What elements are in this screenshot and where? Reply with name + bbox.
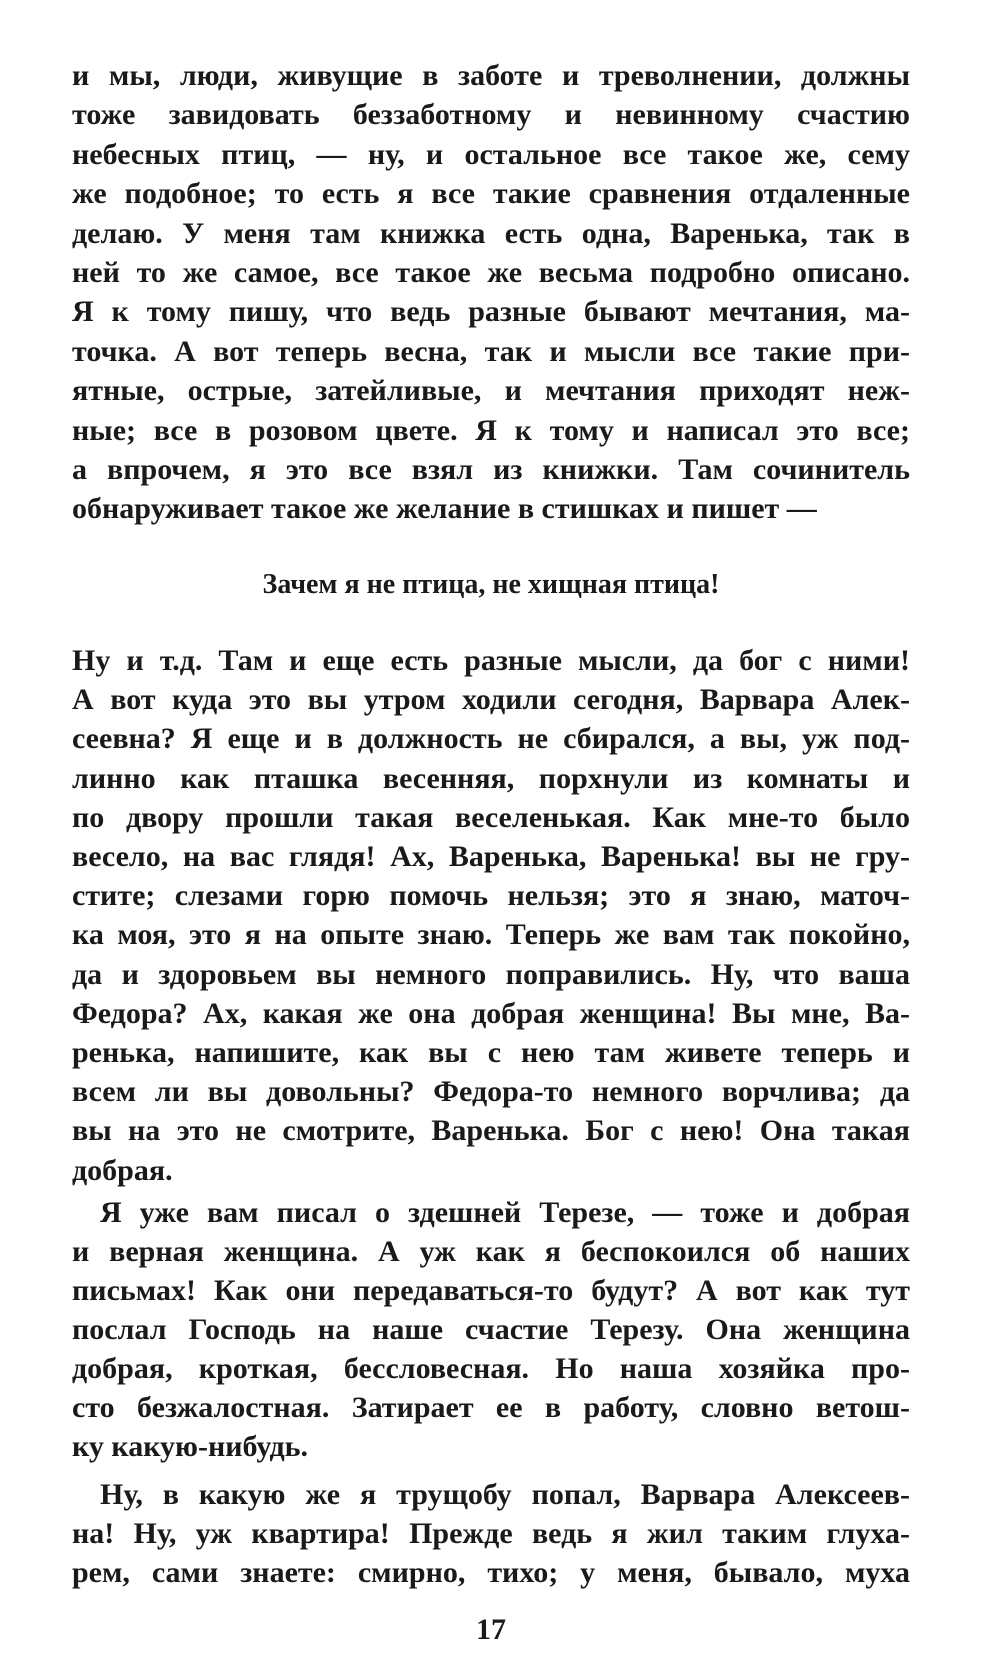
text-line: да и здоровьем вы немного поправились. Ну, что ваша: [72, 957, 910, 991]
text-line: стите; слезами горю помочь нельзя; это я знаю, маточ-: [72, 879, 910, 913]
text-line: Я к тому пишу, что ведь разные бывают мечтания, ма-: [72, 295, 910, 329]
text-line: добрая.: [72, 1153, 173, 1187]
text-line: письмах! Как они передаваться-то будут? А вот как тут: [72, 1274, 910, 1307]
text-line: Федора? Ах, какая же она добрая женщина! Вы мне, Ва-: [72, 996, 910, 1030]
text-line: же подобное; то есть я все такие сравнения отдаленные: [72, 177, 910, 211]
text-line: ней то же самое, все такое же весьма подробно описано.: [72, 256, 910, 289]
text-line: послал Господь на наше счастие Терезу. Она женщина: [72, 1313, 910, 1346]
text-line: линно как пташка весенняя, порхнули из комнаты и: [72, 761, 910, 795]
text-line: вы на это не смотрите, Варенька. Бог с нею! Она такая: [72, 1114, 910, 1148]
text-line: сто безжалостная. Затирает ее в работу, словно ветош-: [72, 1391, 910, 1424]
text-line: ятные, острые, затейливые, и мечтания приходят неж-: [72, 374, 910, 408]
text-line: на! Ну, уж квартира! Прежде ведь я жил таким глуха-: [72, 1517, 910, 1550]
text-line: точка. А вот теперь весна, так и мысли все такие при-: [72, 334, 910, 368]
text-line: ка моя, это я на опыте знаю. Теперь же вам так покойно,: [72, 918, 910, 952]
text-line: тоже завидовать беззаботному и невинному счастию: [72, 98, 910, 132]
text-line: делаю. У меня там книжка есть одна, Варенька, так в: [72, 216, 910, 250]
page-number: 17: [476, 1613, 506, 1646]
text-line: Ну и т.д. Там и еще есть разные мысли, да бог с ними!: [72, 644, 910, 677]
text-line: добрая, кроткая, бессловесная. Но наша хозяйка про-: [72, 1352, 910, 1385]
poem-quote: Зачем я не птица, не хищная птица!: [262, 569, 720, 600]
text-line: по двору прошли такая веселенькая. Как мне-то было: [72, 800, 910, 834]
text-line: сеевна? Я еще и в должность не сбирался, а вы, уж под-: [72, 722, 910, 756]
text-line: всем ли вы довольны? Федора-то немного ворчлива; да: [72, 1075, 910, 1109]
text-line: обнаруживает такое же желание в стишках и пишет —: [72, 492, 817, 526]
text-line: Ну, в какую же я трущобу попал, Варвара Алексеев-: [100, 1478, 910, 1511]
text-line: Я уже вам писал о здешней Терезе, — тоже и добрая: [100, 1196, 910, 1229]
text-line: и мы, люди, живущие в заботе и треволнении, должны: [72, 59, 910, 92]
text-line: ренька, напишите, как вы с нею там живете теперь и: [72, 1036, 910, 1069]
text-line: а впрочем, я это все взял из книжки. Там сочинитель: [72, 453, 910, 486]
text-line: небесных птиц, — ну, и остальное все такое же, сему: [72, 137, 910, 171]
text-line: ку какую-нибудь.: [72, 1430, 309, 1463]
text-line: рем, сами знаете: смирно, тихо; у меня, бывало, муха: [72, 1556, 910, 1589]
text-line: и верная женщина. А уж как я беспокоился об наших: [72, 1235, 910, 1268]
text-line: ные; все в розовом цвете. Я к тому и написал это все;: [72, 413, 910, 447]
text-line: А вот куда это вы утром ходили сегодня, Варвара Алек-: [72, 683, 910, 717]
text-line: весело, на вас глядя! Ах, Варенька, Варенька! вы не гру-: [72, 840, 910, 873]
